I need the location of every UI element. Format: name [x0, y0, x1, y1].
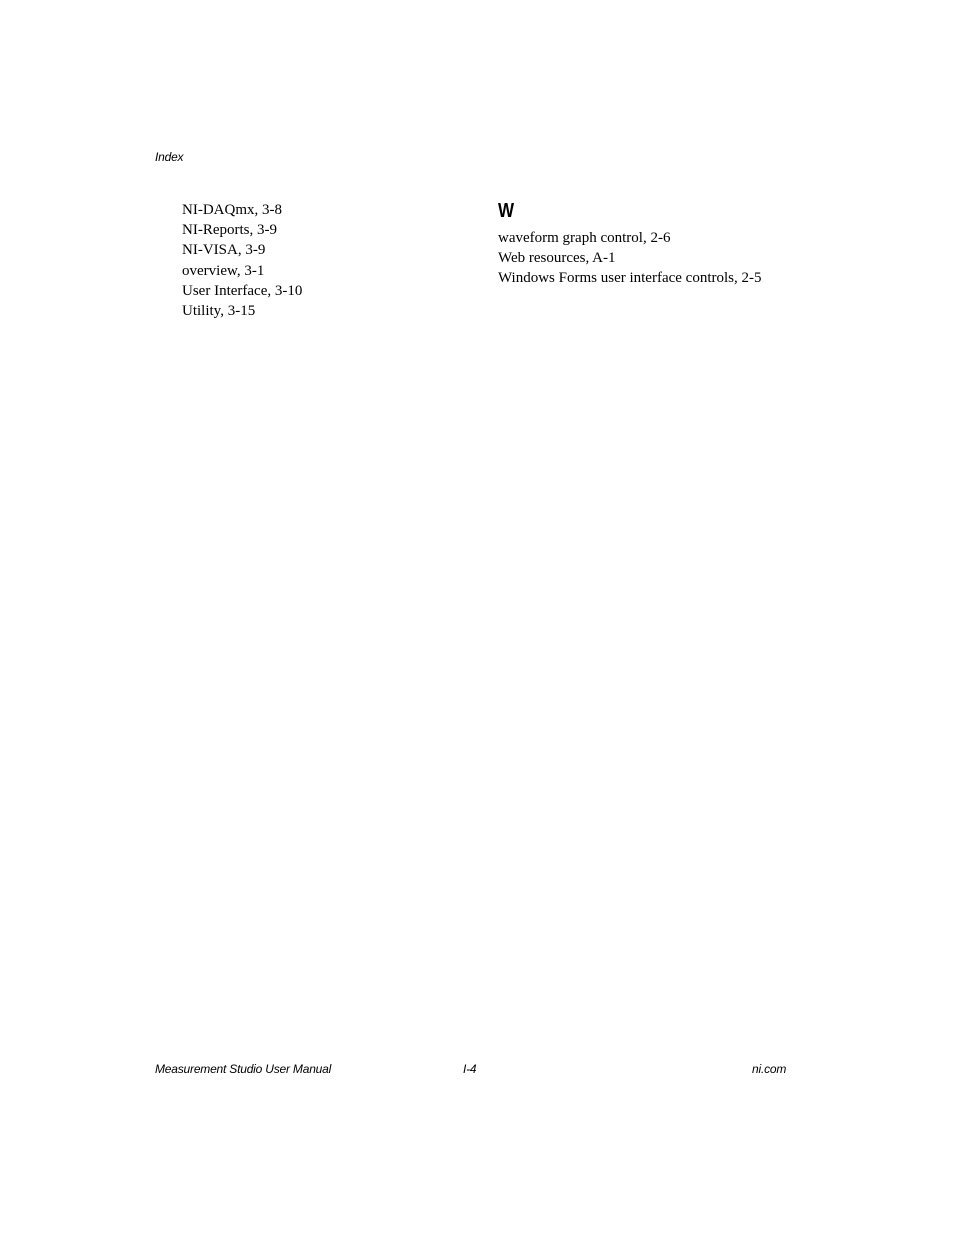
index-column-left [182, 200, 472, 321]
index-entry: NI-VISA, 3-9 [182, 242, 266, 259]
footer-website: ni.com [752, 1062, 787, 1076]
index-entry: overview, 3-1 [182, 262, 265, 279]
footer-manual-title: Measurement Studio User Manual [155, 1062, 332, 1076]
index-entry: NI-Reports, 3-9 [182, 222, 277, 239]
index-entry: Web resources, A-1 [498, 250, 616, 267]
footer-page-number: I-4 [463, 1062, 477, 1076]
index-entry: Utility, 3-15 [182, 303, 256, 320]
index-column-right [498, 198, 828, 289]
running-header: Index [155, 150, 184, 164]
index-entry: Windows Forms user interface controls, 2-5 [498, 270, 762, 287]
index-entry: NI-DAQmx, 3-8 [182, 202, 282, 218]
index-entry: waveform graph control, 2-6 [498, 230, 671, 246]
index-section-heading: W [498, 200, 515, 222]
index-entry: User Interface, 3-10 [182, 282, 303, 299]
